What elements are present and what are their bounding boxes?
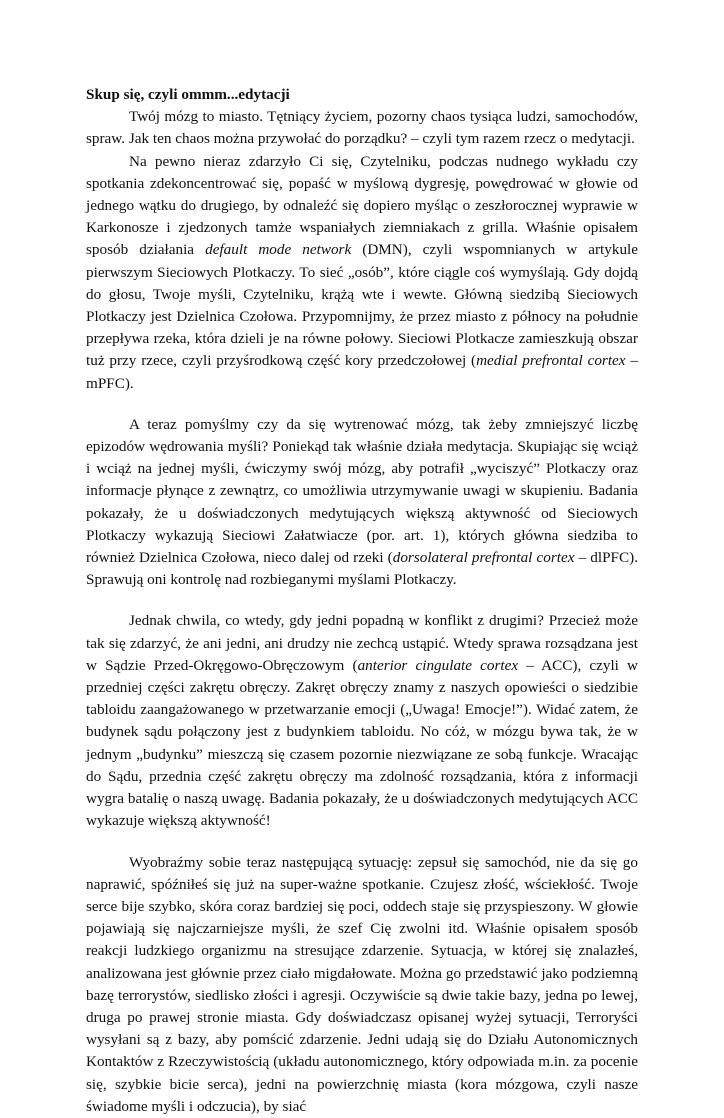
document-page bbox=[86, 84, 638, 1118]
text-span: A teraz pomyślmy czy da się wytrenować mózg, tak żeby zmniejszyć liczbę epizodów wędrowania myśli? Poniekąd tak właśnie działa medytacja. Skupiając się wciąż i wciąż na jednej myśli, ćwiczymy swój mózg, aby potrafił „wyciszyć” Plotkaczy oraz informacje płynące z zewnątrz, co umożliwia utrzymywanie uwagi w skupieniu. Badania pokazały, że u doświadczonych medytujących większą aktywność od Sieciowych Plotkaczy wykazują Sieciowi Załatwiacze (por. art. 1), których główna siedziba to również Dzielnica Czołowa, nieco dalej od rzeki ( bbox=[86, 415, 638, 567]
term-italic: medial prefrontal cortex bbox=[476, 352, 626, 370]
text-span: – mPFC). bbox=[86, 352, 638, 392]
paragraph-conflict-court bbox=[86, 610, 638, 832]
term-italic: dorsolateral prefrontal cortex bbox=[392, 549, 575, 567]
term-italic: anterior cingulate cortex bbox=[357, 656, 519, 674]
paragraph-default-mode-network bbox=[86, 151, 638, 395]
paragraph-meditation-training bbox=[86, 414, 638, 592]
text-span: Jednak chwila, co wtedy, gdy jedni popadną w konflikt z drugimi? Przecież może tak się zdarzyć, że ani jedni, ani drudzy nie zechcą ustąpić. Wtedy sprawa rozsądzana jest w Sądzie Przed-Okręgowo-Obręczowym ( bbox=[86, 612, 638, 674]
paragraph-intro: Twój mózg to miasto. Tętniący życiem, pozorny chaos tysiąca ludzi, samochodów, spraw. Jak ten chaos można przywołać do porządku? – czyli tym razem rzecz o medytacji. bbox=[86, 108, 638, 148]
text-span: – dlPFC). Sprawują oni kontrolę nad rozbieganymi myślami Plotkaczy. bbox=[86, 549, 638, 589]
text-span: Na pewno nieraz zdarzyło Ci się, Czytelniku, podczas nudnego wykładu czy spotkania zdekoncentrować się, popaść w myślową dygresję, powędrować w głowie od jednego wątku do drugiego, by odnaleźć się dopiero myśląc o zeszłorocznej wyprawie w Karkonosze i zjedzonych tamże wspaniałych ziemniakach z grilla. Właśnie opisałem sposób działania bbox=[86, 152, 638, 259]
text-span: – ACC), czyli w przedniej części zakrętu obręczy. Zakręt obręczy znamy z naszych opowieści o siedzibie tabloidu zaangażowanego w przetwarzanie emocji („Uwaga! Emocje!”). Widać zatem, że budynek sądu połączony jest z budynkiem tabloidu. No cóż, w mózgu bywa tak, że w jednym „budynku” mieszczą się czasem pozornie niezwiązane ze sobą funkcje. Wracając do Sądu, przednia część zakrętu obręczy ma zdolność rozsądzania, która z informacji wygra batalię o naszą uwagę. Badania pokazały, że u doświadczonych medytujących ACC wykazuje większą aktywność! bbox=[86, 656, 639, 830]
article-title: Skup się, czyli ommm...edytacji bbox=[86, 86, 290, 103]
paragraph-stress-situation: Wyobraźmy sobie teraz następującą sytuację: zepsuł się samochód, nie da się go naprawić, spóźniłeś się już na super-ważne spotkanie. Czujesz złość, wściekłość. Twoje serce bije szybko, skóra coraz bardziej się poci, oddech staje się przyspieszony. W głowie pojawiają się najczarniejsze myśli, że szef Cię zwolni itd. Właśnie opisałem sposób reakcji ludzkiego organizmu na stresujące zdarzenie. Sytuacja, w której się znalazłeś, analizowana jest głównie przez ciało migdałowate. Można go przedstawić jako podziemną bazę terrorystów, siedlisko złości i agresji. Oczywiście są dwie takie bazy, jedna po lewej, druga po prawej stronie miasta. Gdy doświadczasz opisanej wyżej sytuacji, Terroryści wysyłani są z bazy, aby pomścić zdarzenie. Jedni udają się do Działu Autonomicznych Kontaktów z Rzeczywistością (układu autonomicznego, który odpowiada m.in. za pocenie się, szybkie bicie serca), jedni na powierzchnię miasta (kora mózgowa, czyli nasze świadome myśli i odczucia), by siać bbox=[86, 853, 638, 1115]
text-span: (DMN), czyli wspomnianych w artykule pierwszym Sieciowych Plotkaczy. To sieć „osób”, które ciągle coś wymyślają. Gdy dojdą do głosu, Twoje myśli, Czytelniku, krążą wte i wewte. Główną siedzibą Sieciowych Plotkaczy jest Dzielnica Czołowa. Przypomnijmy, że przez miasto z północy na południe przepływa rzeka, która dzieli je na równe połowy. Sieciowi Plotkacze zamieszkują obszar tuż przy rzece, czyli przyśrodkową część kory przedczołowej ( bbox=[86, 241, 638, 370]
term-italic: default mode network bbox=[205, 241, 352, 259]
